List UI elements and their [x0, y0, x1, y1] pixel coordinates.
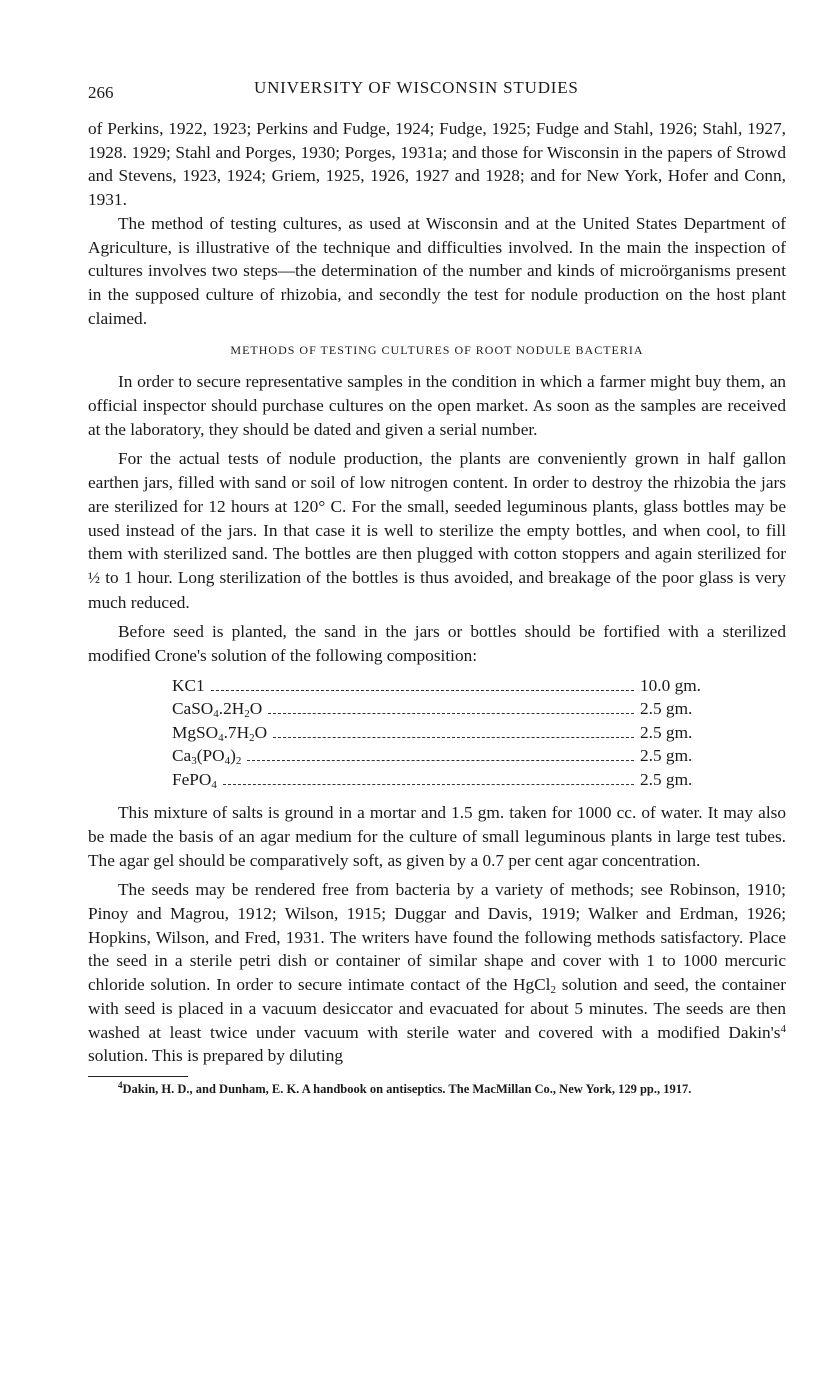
salt-formula: $Ca_3(PO_4)_2$ — [172, 746, 242, 768]
salt-row — [172, 768, 712, 792]
page-number: 266 — [88, 83, 114, 102]
footnote-divider — [88, 1076, 188, 1077]
salt-row — [172, 674, 712, 698]
salt-formula: $CaSO_4.2H_2O$ — [172, 699, 263, 721]
dot-leader — [273, 737, 634, 738]
paragraph-3: In order to secure representative samples in the condition in which a farmer might buy them, an official inspector should purchase cultures on the open market. As soon as the samples are received at the laboratory, they should be dated and given a serial number. — [88, 372, 786, 439]
footnote-text: Dakin, H. D., and Dunham, E. K. A handbook on antiseptics. The MacMillan Co., New York, 129 pp., 1917. — [122, 1082, 692, 1096]
salt-formula: FePO$_4$ — [172, 769, 217, 791]
footnote — [88, 1081, 786, 1098]
salt-amount: 10.0 gm. — [640, 675, 701, 695]
fraction-half: ½ — [88, 569, 100, 587]
dot-leader — [211, 690, 634, 691]
body-text — [88, 117, 786, 1098]
salt-amount: 2.5 gm. — [640, 699, 693, 719]
salt-composition-list — [172, 674, 712, 792]
paragraph-4 — [88, 447, 786, 614]
paragraph-4-text-cont: to 1 hour. Long sterilization of the bottles is thus avoided, and breakage of the poor glass is very much reduced. — [88, 567, 786, 612]
salt-formula: KC1 — [172, 675, 205, 695]
footnote-reference: 4 — [780, 1022, 786, 1035]
section-heading: METHODS OF TESTING CULTURES OF ROOT NODULE BACTERIA — [230, 343, 644, 358]
salt-row — [172, 721, 712, 745]
paragraph-5: Before seed is planted, the sand in the jars or bottles should be fortified with a sterilized modified Crone's solution of the following composition: — [88, 622, 786, 666]
dot-leader — [247, 760, 634, 761]
salt-formula: $MgSO_4.7H_2O$ — [172, 722, 268, 744]
paragraph-7: The seeds may be rendered free from bacteria by a variety of methods; see Robinson, 1910; Pinoy and Magrou, 1912; Wilson, 1915; Duggar and Davis, 1919; Walker and Erdman, 1926; Hopkins, Wilson, and Fred, 1931. The writers have found the following methods satisfactory. Place the seed in a sterile petri dish or container of similar shape and cover with 1 to 1000 mercuric chloride solution. In order to secure intimate contact of the HgCl$_2$ solution and seed, the container with seed is placed in a vacuum desiccator and evacuated for about 5 minutes. The seeds are then washed at least twice under vacuum with sterile water and covered with a modified $Dakin's^4$ solution. This is prepared by diluting — [88, 880, 786, 1066]
paragraph-6: This mixture of salts is ground in a mortar and 1.5 gm. taken for 1000 cc. of water. It may also be made the basis of an agar medium for the culture of small leguminous plants in large test tubes. The agar gel should be comparatively soft, as given by a 0.7 per cent agar concentration. — [88, 803, 786, 870]
dot-leader — [223, 784, 634, 785]
salt-amount: 2.5 gm. — [640, 722, 693, 742]
salt-amount: 2.5 gm. — [640, 746, 693, 766]
paragraph-4-text: For the actual tests of nodule production, the plants are conveniently grown in half gallon earthen jars, filled with sand or soil of low nitrogen content. In order to destroy the rhizobia the jars are sterilized for 12 hours at 120° C. For the small, seeded leguminous plants, glass bottles may be used instead of the jars. In that case it is well to sterilize the empty bottles, and when cool, to fill them with sterilized sand. The bottles are then plugged with cotton stoppers and again sterilized for — [88, 449, 786, 564]
salt-amount: 2.5 gm. — [640, 769, 693, 789]
paragraph-1: of Perkins, 1922, 1923; Perkins and Fudge, 1924; Fudge, 1925; Fudge and Stahl, 1926; Stahl, 1927, 1928. 1929; Stahl and Porges, 1930; Porges, 1931a; and those for Wisconsin in the papers of Strowd and Stevens, 1923, 1924; Griem, 1925, 1926, 1927 and 1928; and for New York, Hofer and Conn, 1931. — [88, 119, 786, 210]
page-header — [88, 78, 788, 104]
running-title: UNIVERSITY OF WISCONSIN STUDIES — [254, 78, 579, 97]
salt-row — [172, 744, 712, 768]
dot-leader — [268, 713, 634, 714]
salt-row — [172, 697, 712, 721]
paragraph-2: The method of testing cultures, as used at Wisconsin and at the United States Department of Agriculture, is illustrative of the technique and difficulties involved. In the main the inspection of cultures involves two steps—the determination of the number and kinds of microörganisms present in the supposed culture of rhizobia, and secondly the test for nodule production on the host plant claimed. — [88, 213, 786, 328]
footnote-mark: 4 — [118, 1080, 123, 1090]
